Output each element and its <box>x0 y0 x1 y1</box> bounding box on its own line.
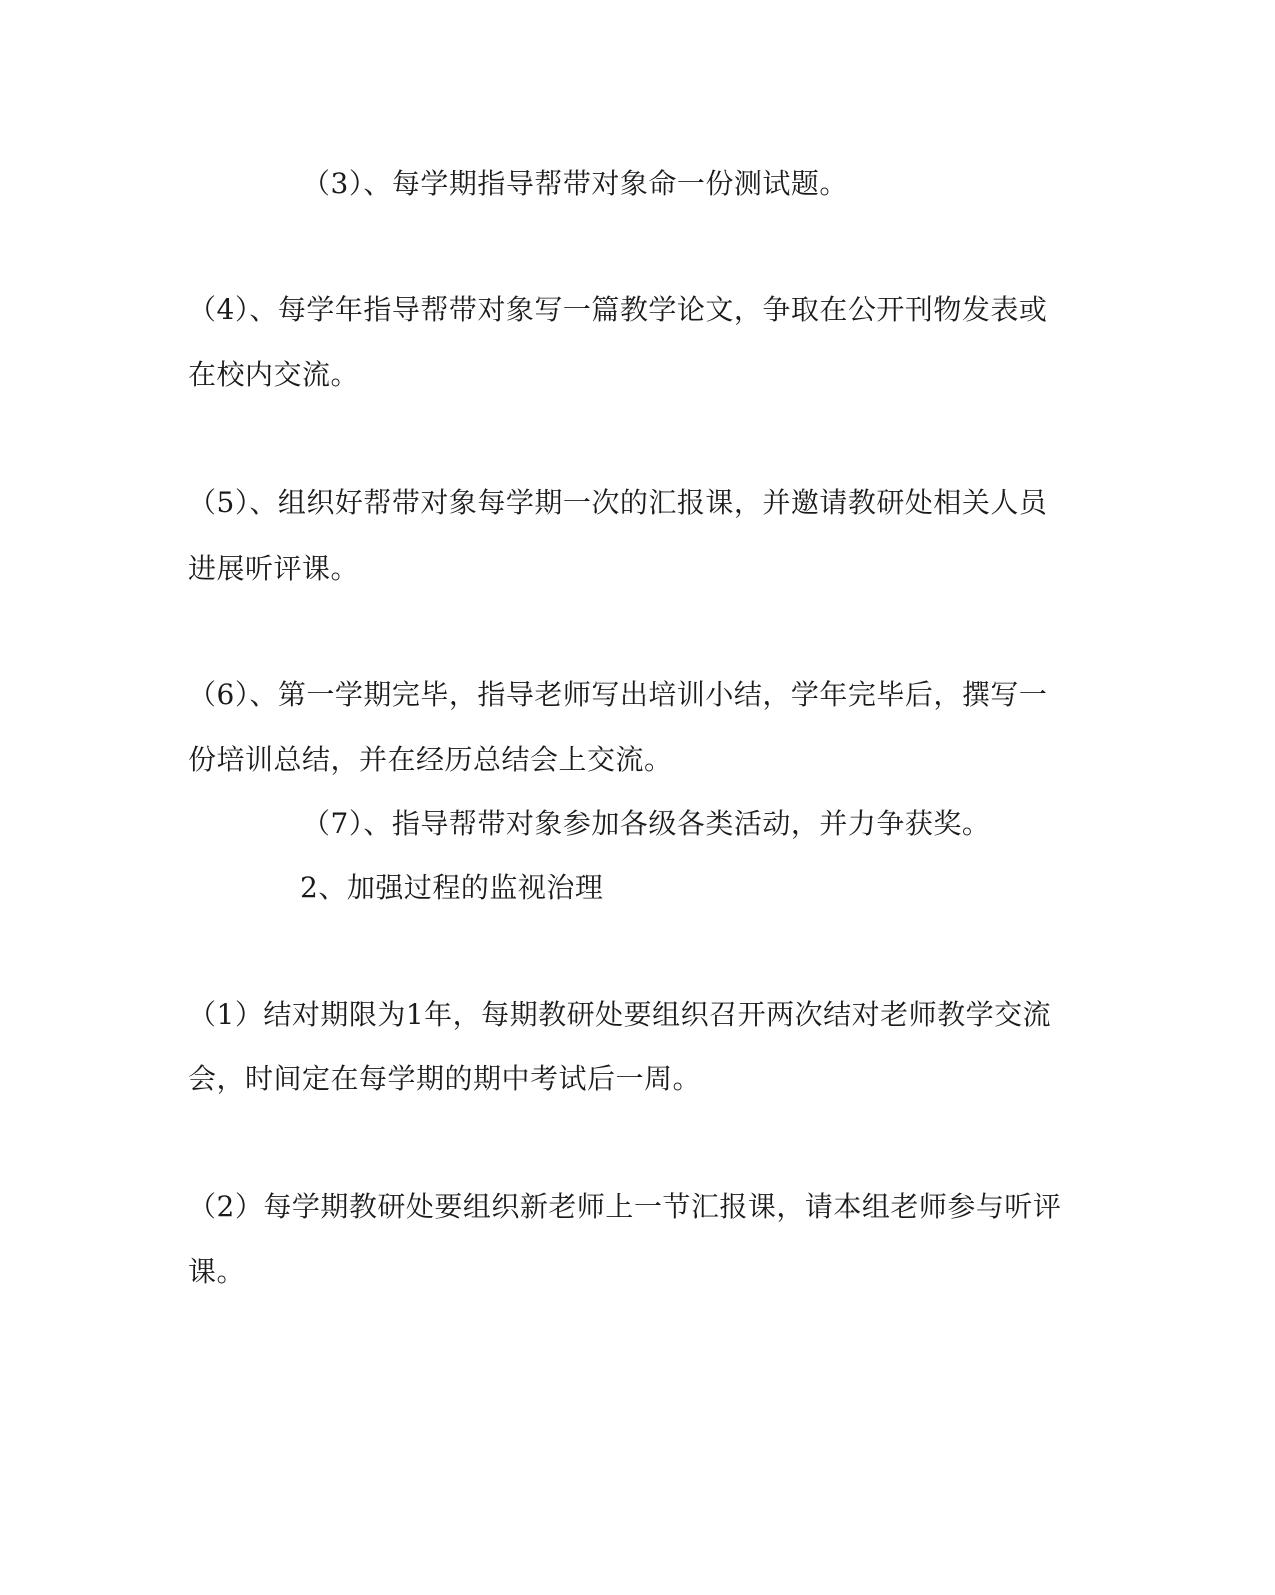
monitor-item-1-line-2: 会，时间定在每学期的期中考试后一周。 <box>188 1062 702 1095</box>
item-7-line-1: （7）、指导帮带对象参加各级各类活动，并力争获奖。 <box>302 807 991 840</box>
item-4-line-1: （4）、每学年指导帮带对象写一篇教学论文，争取在公开刊物发表或 <box>188 293 1048 326</box>
item-6-line-2: 份培训总结，并在经历总结会上交流。 <box>188 743 673 776</box>
monitor-item-2-line-1: （2）每学期教研处要组织新老师上一节汇报课，请本组老师参与听评 <box>188 1190 1062 1223</box>
item-6-line-1: （6）、第一学期完毕，指导老师写出培训小结，学年完毕后，撰写一 <box>188 678 1048 711</box>
monitor-item-1-line-1: （1）结对期限为1年，每期教研处要组织召开两次结对老师教学交流 <box>188 998 1052 1031</box>
item-5-line-1: （5）、组织好帮带对象每学期一次的汇报课，并邀请教研处相关人员 <box>188 486 1048 519</box>
item-4-line-2: 在校内交流。 <box>188 358 360 391</box>
item-3-line-1: （3）、每学期指导帮带对象命一份测试题。 <box>302 167 848 200</box>
monitor-item-2-line-2: 课。 <box>188 1255 246 1288</box>
item-5-line-2: 进展听评课。 <box>188 552 360 585</box>
section-heading: 2、加强过程的监视治理 <box>300 871 604 904</box>
